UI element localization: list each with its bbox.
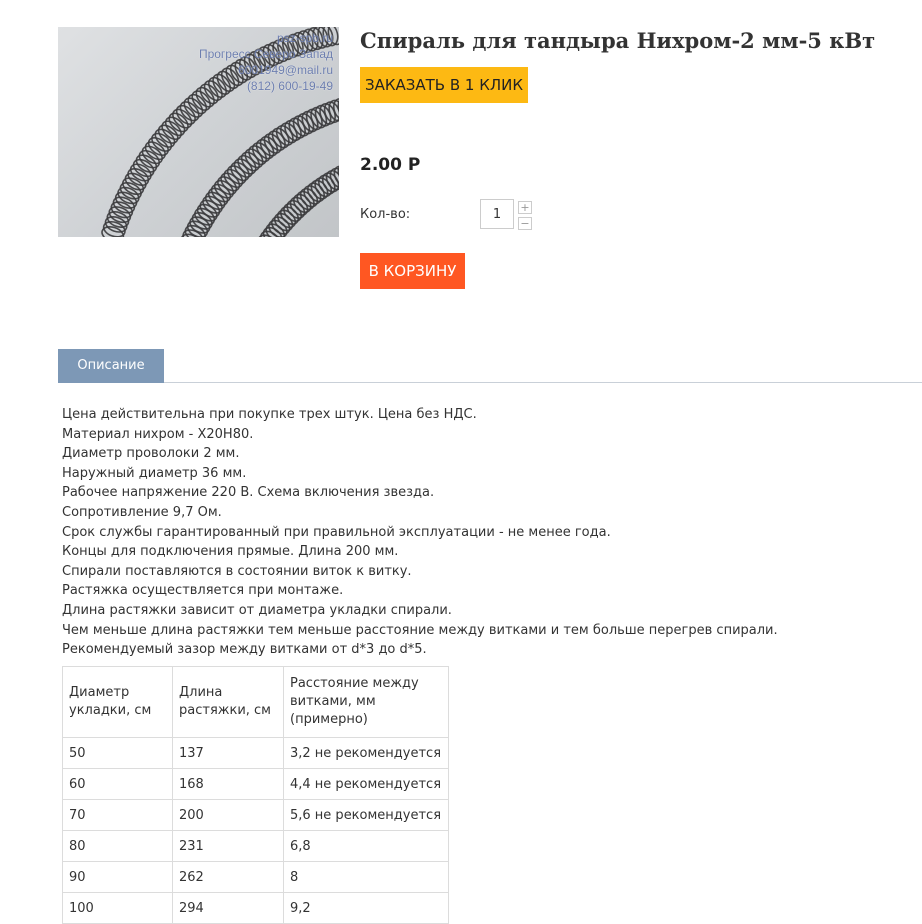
description-line: Сопротивление 9,7 Ом. [62, 504, 222, 520]
description-line: Рабочее напряжение 220 В. Схема включения звезда. [62, 485, 435, 501]
table-cell: 137 [173, 738, 284, 769]
description-line: Срок службы гарантированный при правильной эксплуатации - не менее года. [62, 524, 611, 540]
table-header-cell: Диаметр укладки, см [63, 667, 173, 738]
table-cell: 80 [63, 831, 173, 862]
product-description [62, 405, 778, 660]
table-header-row [63, 667, 449, 738]
table-cell: 3,2 не рекомендуется [284, 738, 449, 769]
table-header-cell: Расстояние между витками, мм (примерно) [284, 667, 449, 738]
table-cell: 70 [63, 800, 173, 831]
product-image[interactable] [58, 27, 339, 237]
description-line: Спирали поставляются в состоянии виток к витку. [62, 563, 412, 579]
table-cell: 168 [173, 769, 284, 800]
table-cell: 231 [173, 831, 284, 862]
watermark-phone: (812) 600-19-49 [246, 79, 333, 93]
table-cell: 4,4 не рекомендуется [284, 769, 449, 800]
tab-description[interactable]: Описание [58, 349, 164, 383]
table-row [63, 862, 449, 893]
product-price: 2.00 Р [360, 155, 421, 175]
table-cell: 5,6 не рекомендуется [284, 800, 449, 831]
table-row [63, 831, 449, 862]
description-line: Чем меньше длина растяжки тем меньше расстояние между витками и тем больше перегрев спирали. [62, 622, 778, 638]
product-title: Спираль для тандыра Нихром-2 мм-5 кВт [360, 28, 876, 53]
one-click-order-button[interactable]: ЗАКАЗАТЬ В 1 КЛИК [360, 67, 528, 103]
table-cell: 9,2 [284, 893, 449, 924]
table-cell: 60 [63, 769, 173, 800]
spec-table [62, 666, 449, 924]
table-row [63, 738, 449, 769]
table-cell: 200 [173, 800, 284, 831]
tabs-divider [58, 382, 922, 383]
description-line: Длина растяжки зависит от диаметра укладки спирали. [62, 602, 452, 618]
add-to-cart-button[interactable]: В КОРЗИНУ [360, 253, 465, 289]
quantity-label: Кол-во: [360, 207, 411, 222]
description-line: Цена действительна при покупке трех штук. Цена без НДС. [62, 407, 477, 422]
table-header-cell: Длина растяжки, см [173, 667, 284, 738]
watermark-email: 6001949@mail.ru [238, 63, 333, 77]
watermark-site: psz-spb.ru [276, 31, 333, 45]
table-cell: 90 [63, 862, 173, 893]
description-line: Наружный диаметр 36 мм. [62, 465, 247, 481]
table-cell: 100 [63, 893, 173, 924]
table-cell: 6,8 [284, 831, 449, 862]
table-row [63, 800, 449, 831]
quantity-increase-button[interactable]: + [518, 201, 532, 214]
table-cell: 262 [173, 862, 284, 893]
quantity-decrease-button[interactable]: − [518, 217, 532, 230]
table-cell: 50 [63, 738, 173, 769]
description-line: Рекомендуемый зазор между витками от d*3 до d*5. [62, 642, 427, 658]
description-line: Диаметр проволоки 2 мм. [62, 446, 240, 462]
table-cell: 294 [173, 893, 284, 924]
description-line: Концы для подключения прямые. Длина 200 мм. [62, 544, 399, 560]
description-line: Материал нихром - Х20Н80. [62, 426, 254, 442]
watermark-company: Прогресс Северо Запад [198, 47, 333, 61]
table-row [63, 769, 449, 800]
quantity-input[interactable] [480, 199, 514, 229]
description-line: Растяжка осуществляется при монтаже. [62, 583, 344, 599]
table-cell: 8 [284, 862, 449, 893]
